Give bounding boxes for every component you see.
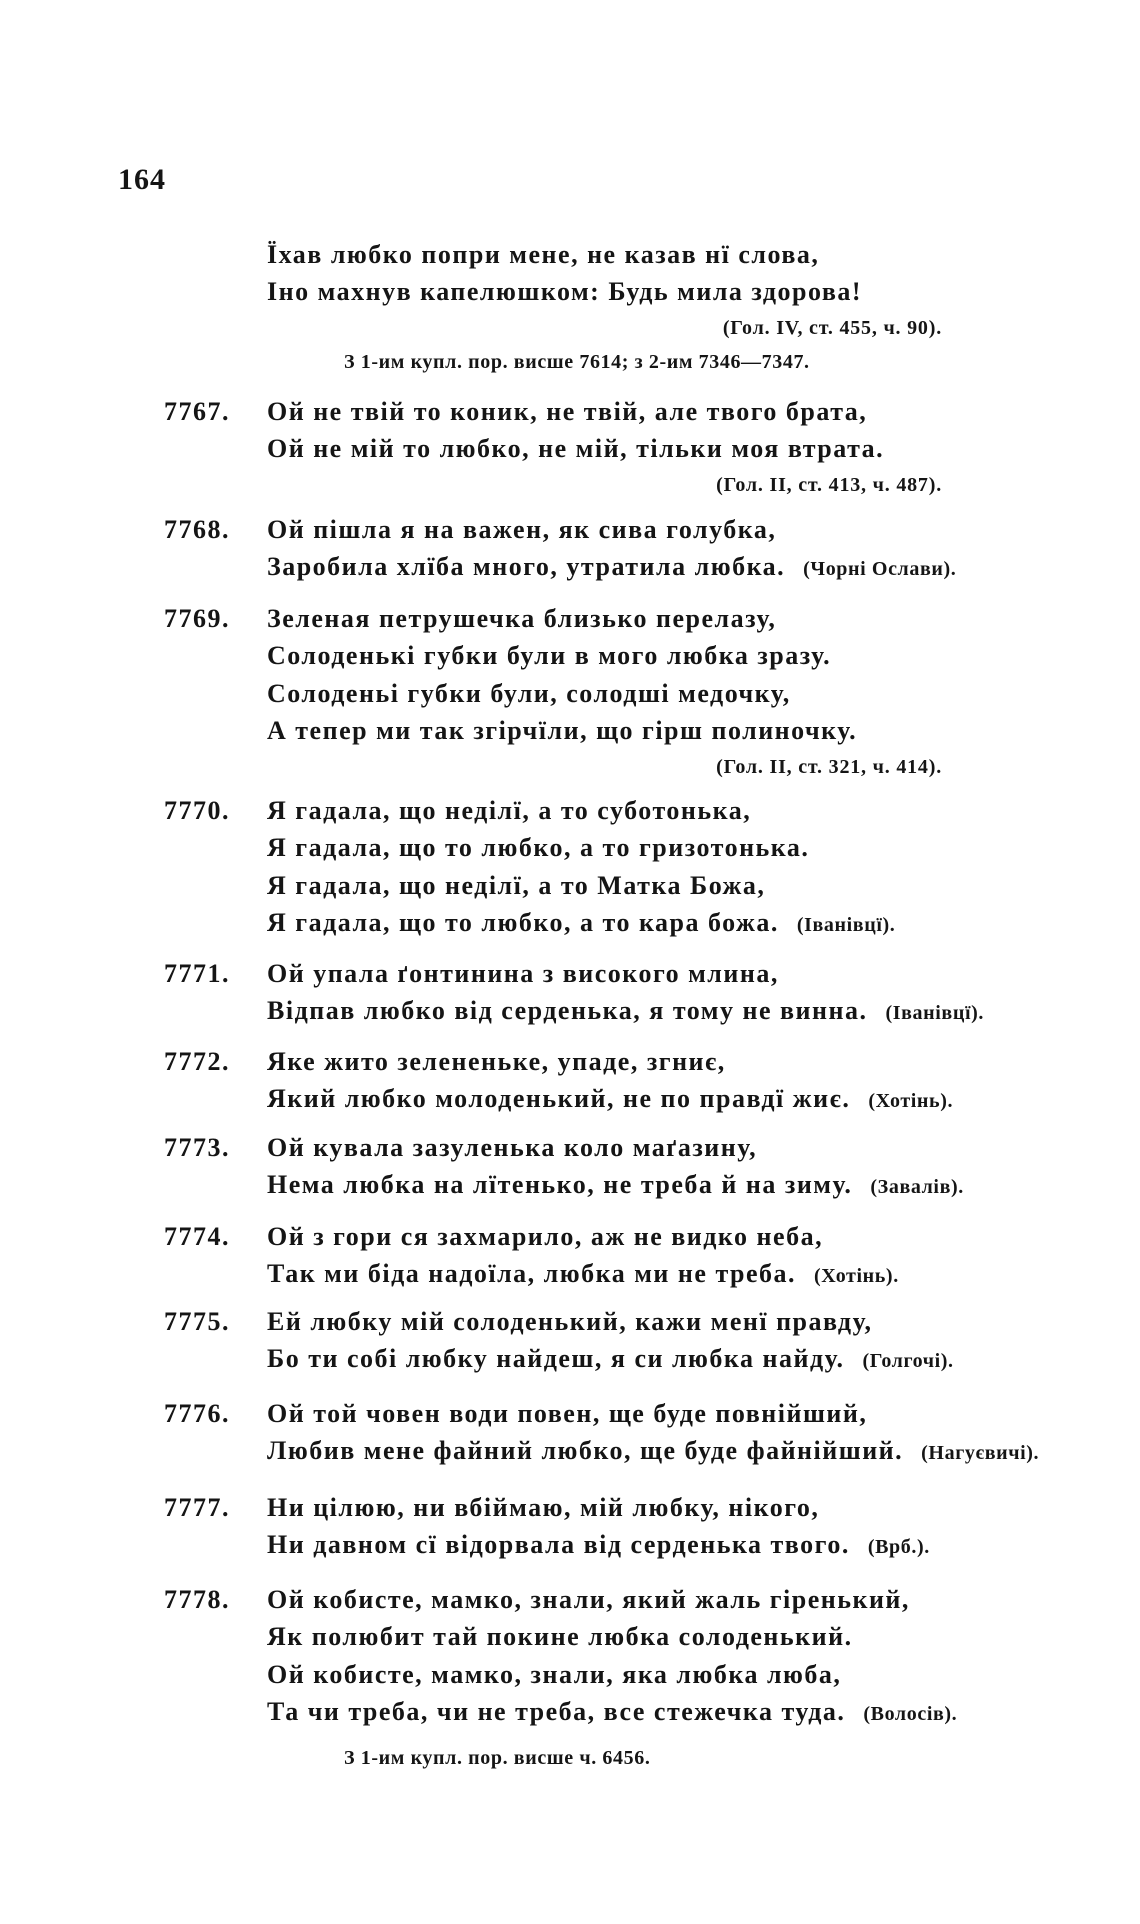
- entry-number: 7767.: [164, 397, 230, 426]
- verse-line: Ой не твій то коник, не твій, але твого брата,: [267, 397, 868, 426]
- entry-7773: [164, 1129, 1124, 1204]
- verse-lines: [267, 600, 1124, 784]
- verse-line-with-source: [267, 1432, 1124, 1469]
- verse-line: Ни давном сї відорвала від серденька твого.: [267, 1530, 850, 1560]
- entry-7771: [164, 955, 1124, 1030]
- source-reference: (Волосів).: [863, 1703, 958, 1726]
- verse-line-with-source: [267, 904, 1124, 941]
- entry-number: 7771.: [164, 959, 230, 988]
- source-reference: (Завалів).: [870, 1176, 964, 1199]
- entry-number: 7774.: [164, 1222, 230, 1251]
- verse-line: Я гадала, що то любко, а то кара божа.: [267, 908, 779, 938]
- verse-line-with-source: [267, 1166, 1124, 1203]
- verse-line: Солоденькі губки були в мого любка зразу.: [267, 641, 832, 671]
- source-reference: (Хотінь).: [814, 1265, 899, 1288]
- verse-line: Та чи треба, чи не треба, все стежечка туда.: [267, 1697, 846, 1727]
- verse-lines: [267, 792, 1124, 942]
- source-reference: (Врб.).: [867, 1536, 930, 1559]
- entry-7767: [164, 393, 1124, 502]
- verse-line: Їхав любко попри мене, не казав нї слова,: [267, 240, 820, 269]
- entry-7772: [164, 1043, 1124, 1118]
- verse-line: Нема любка на лїтенько, не треба й на зиму.: [267, 1170, 853, 1200]
- verse-line-with-source: [267, 1526, 1124, 1563]
- entry-7770: [164, 792, 1124, 942]
- verse-line-with-source: [267, 1080, 1124, 1117]
- verse-lines: [267, 393, 1124, 502]
- verse-line: Відпав любко від серденька, я тому не винна.: [267, 996, 868, 1026]
- verse-line-with-source: [267, 1255, 1124, 1292]
- verse-line: Заробила хлїба много, утратила любка.: [267, 552, 786, 582]
- verse-line: Як полюбит тай покине любка солоденький.: [267, 1622, 853, 1652]
- cross-reference-note: З 1-им купл. пор. висше ч. 6456.: [344, 1746, 651, 1769]
- entry-number: 7769.: [164, 604, 230, 633]
- entry-number: 7768.: [164, 515, 230, 544]
- verse-line: Яке жито зелененьке, упаде, згниє,: [267, 1047, 726, 1076]
- source-reference: (Нагуєвичі).: [921, 1442, 1040, 1465]
- page-number: 164: [118, 163, 166, 196]
- source-reference: (Чорні Ослави).: [803, 558, 957, 581]
- verse-line: Який любко молоденький, не по правдї жиє.: [267, 1084, 851, 1114]
- verse-lines: [267, 955, 1124, 1030]
- verse-line: Ой кобисте, мамко, знали, який жаль гіренький,: [267, 1585, 910, 1614]
- entry-number: 7773.: [164, 1133, 230, 1162]
- entry-number: 7777.: [164, 1493, 230, 1522]
- verse-line: Я гадала, що то любко, а то гризотонька.: [267, 833, 810, 863]
- verse-line: Ой з гори ся захмарило, аж не видко неба,: [267, 1222, 824, 1251]
- entry-7774: [164, 1218, 1124, 1293]
- source-reference: (Іванівцї).: [885, 1002, 984, 1025]
- verse-line-with-source: [267, 992, 1124, 1029]
- verse-lines: [267, 1129, 1124, 1204]
- verse-line-with-source: [267, 548, 1124, 585]
- verse-line: Ой упала ґонтинина з високого млина,: [267, 959, 779, 988]
- verse-lines: [267, 1303, 1124, 1378]
- verse-line: Ой кобисте, мамко, знали, яка любка люба,: [267, 1659, 842, 1689]
- verse-line: Іно махнув капелюшком: Будь мила здорова!: [267, 277, 863, 307]
- verse-lines: [267, 1395, 1124, 1470]
- verse-line: Зеленая петрушечка близько перелазу,: [267, 604, 777, 633]
- continuation-verse: [164, 236, 1124, 379]
- entry-7775: [164, 1303, 1124, 1378]
- verse-line: Ой кувала зазуленька коло маґазину,: [267, 1133, 758, 1162]
- source-reference: (Хотінь).: [868, 1090, 954, 1113]
- verse-line: А тепер ми так згірчїли, що гірш полиночку.: [267, 716, 858, 746]
- verse-line: Я гадала, що неділї, а то суботонька,: [267, 796, 752, 825]
- source-reference: (Гол. II, ст. 413, ч. 487).: [716, 473, 942, 496]
- verse-lines: [267, 1581, 1124, 1775]
- verse-lines: [267, 511, 1124, 586]
- verse-line: Ой той човен води повен, ще буде повнійший,: [267, 1399, 868, 1428]
- verse-line: Солоденьі губки були, солодші медочку,: [267, 678, 791, 708]
- entry-number: 7776.: [164, 1399, 230, 1428]
- verse-line: Ни цілюю, ни вбіймаю, мій любку, нікого,: [267, 1493, 820, 1522]
- entry-number: 7772.: [164, 1047, 230, 1076]
- source-reference: (Голгочі).: [862, 1350, 954, 1373]
- entry-7768: [164, 511, 1124, 586]
- entry-7777: [164, 1489, 1124, 1564]
- verse-line: Ой не мій то любко, не мій, тільки моя втрата.: [267, 434, 885, 464]
- verse-line: Бо ти собі любку найдеш, я си любка найду.: [267, 1344, 845, 1374]
- entry-7776: [164, 1395, 1124, 1470]
- entry-number: 7770.: [164, 796, 230, 825]
- entry-number: 7778.: [164, 1585, 230, 1614]
- verse-lines: [267, 1218, 1124, 1293]
- source-reference: (Іванівцї).: [796, 914, 896, 937]
- verse-lines: [267, 236, 1124, 379]
- verse-line: Любив мене файний любко, ще буде файнійший.: [267, 1436, 904, 1466]
- entry-number: 7775.: [164, 1307, 230, 1336]
- verse-line-with-source: [267, 1340, 1124, 1377]
- verse-lines: [267, 1043, 1124, 1118]
- verse-line-with-source: [267, 1693, 1124, 1730]
- entry-7769: [164, 600, 1124, 784]
- cross-reference-note: З 1-им купл. пор. висше 7614; з 2-им 7346—7347.: [344, 350, 810, 373]
- source-reference: (Гол. IV, ст. 455, ч. 90).: [722, 316, 942, 339]
- source-reference: (Гол. II, ст. 321, ч. 414).: [716, 755, 942, 778]
- verse-line: Ей любку мій солоденький, кажи менї правду,: [267, 1307, 873, 1336]
- verse-line: Ой пішла я на важен, як сива голубка,: [267, 515, 777, 544]
- verse-lines: [267, 1489, 1124, 1564]
- entry-7778: [164, 1581, 1124, 1775]
- verse-line: Так ми біда надоїла, любка ми не треба.: [267, 1259, 797, 1289]
- verse-line: Я гадала, що неділї, а то Матка Божа,: [267, 870, 766, 900]
